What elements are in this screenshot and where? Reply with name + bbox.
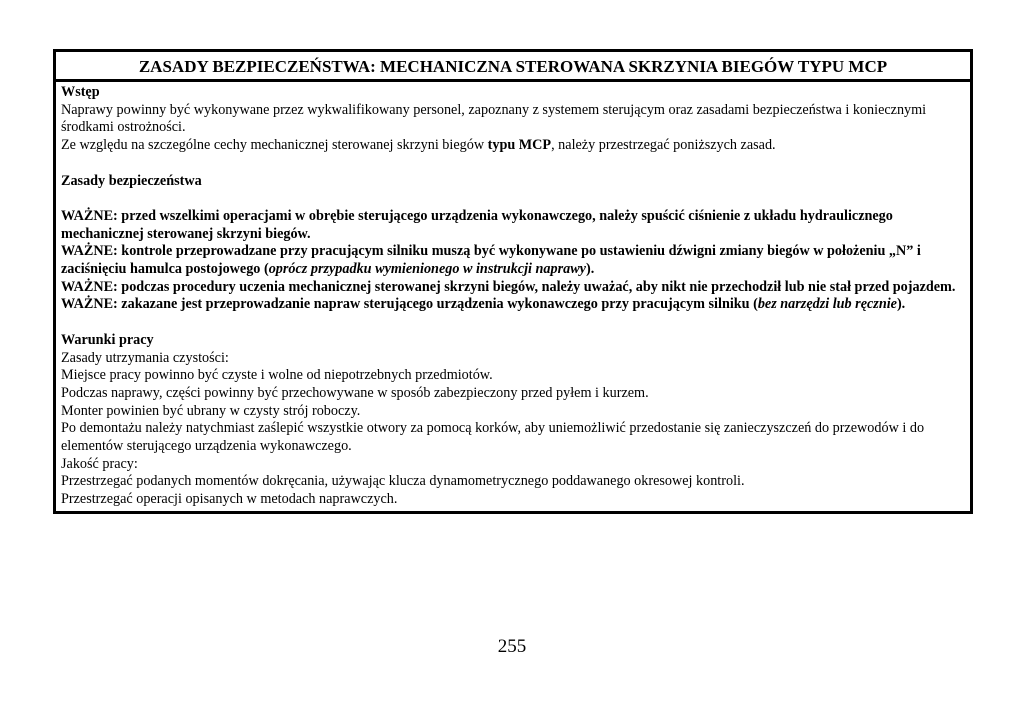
warning-2-main: WAŻNE: kontrole przeprowadzane przy pracującym silniku muszą być wykonywane po ustawieniu dźwigni zmiany biegów w położeniu „N” i zaciśnięciu hamulca postojowego ( (61, 243, 921, 277)
intro-p2-after: , należy przestrzegać poniższych zasad. (551, 137, 776, 154)
work-line: Przestrzegać podanych momentów dokręcania, używając klucza dynamometrycznego poddawanego okresowej kontroli. (61, 473, 745, 490)
work-line: Przestrzegać operacji opisanych w metodach naprawczych. (61, 491, 398, 508)
work-heading: Warunki pracy (61, 331, 154, 348)
intro-p2-bold: typu MCP (487, 137, 552, 154)
page-number: 255 (497, 636, 527, 657)
warning-4 (61, 296, 966, 314)
warning-3: WAŻNE: podczas procedury uczenia mechanicznej sterowanej skrzyni biegów, należy uważać, aby nikt nie przechodził lub nie stał przed pojazdem. (61, 278, 956, 295)
spacer (61, 155, 966, 173)
intro-p2-before: Ze względu na szczególne cechy mechanicznej sterowanej skrzyni biegów (61, 137, 488, 154)
warning-2-end: ). (585, 261, 595, 277)
warning-4-end: ). (896, 296, 906, 313)
work-line: Po demontażu należy natychmiast zaślepić wszystkie otwory za pomocą korków, aby uniemożliwić przedostanie się zanieczyszczeń do przewodów i do elementów sterującego urządzenia wykonawczego. (61, 420, 925, 455)
warning-4-italic: bez narzędzi lub ręcznie (757, 296, 897, 313)
work-line: Jakość pracy: (61, 455, 138, 472)
work-line: Zasady utrzymania czystości: (61, 349, 229, 366)
intro-heading: Wstęp (61, 84, 100, 100)
warning-4-main: WAŻNE: zakazane jest przeprowadzanie napraw sterującego urządzenia wykonawczego przy pracującym silniku ( (61, 296, 758, 313)
warning-2 (61, 243, 966, 278)
spacer (61, 314, 966, 332)
document-title: ZASADY BEZPIECZEŃSTWA: MECHANICZNA STEROWANA SKRZYNIA BIEGÓW TYPU MCP (56, 52, 970, 82)
content-area (56, 82, 970, 511)
safety-rules-box (53, 49, 973, 514)
work-line: Miejsce pracy powinno być czyste i wolne od niepotrzebnych przedmiotów. (61, 367, 493, 384)
spacer (61, 190, 966, 208)
work-line: Monter powinien być ubrany w czysty strój roboczy. (61, 402, 361, 419)
safety-heading: Zasady bezpieczeństwa (61, 172, 202, 189)
intro-paragraph-2 (61, 137, 966, 155)
warning-1: WAŻNE: przed wszelkimi operacjami w obrębie sterującego urządzenia wykonawczego, należy spuścić ciśnienie z układu hydraulicznego mechanicznej sterowanej skrzyni biegów. (61, 207, 893, 242)
work-line: Podczas naprawy, części powinny być przechowywane w sposób zabezpieczony przed pyłem i kurzem. (61, 384, 649, 401)
warning-2-italic: oprócz przypadku wymienionego w instrukcji naprawy (268, 261, 586, 277)
intro-paragraph-1: Naprawy powinny być wykonywane przez wykwalifikowany personel, zapoznany z systemem sterującym oraz zasadami bezpieczeństwa i koniecznymi środkami ostrożności. (61, 101, 927, 136)
